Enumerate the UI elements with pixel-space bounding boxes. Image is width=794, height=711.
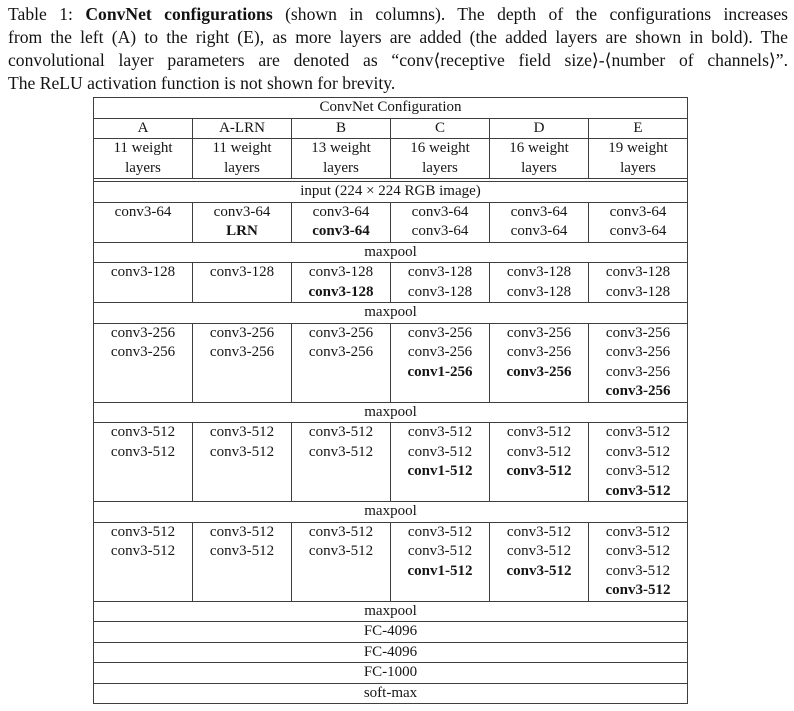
span-cell: ConvNet Configuration <box>94 98 688 119</box>
layer-entry: conv3-512 <box>506 463 572 479</box>
layer-entry: conv3-512 <box>407 424 473 440</box>
block-cell <box>94 423 193 502</box>
layer-entry: conv3-64 <box>510 223 568 239</box>
block-cell <box>193 323 292 402</box>
block-cell <box>589 202 688 242</box>
layer-entry: conv3-64 <box>609 223 667 239</box>
block-cell <box>391 423 490 502</box>
layer-entry: A-LRN <box>219 119 265 136</box>
fc-row <box>94 663 688 684</box>
block-cell <box>490 423 589 502</box>
layer-entry: conv3-512 <box>506 543 572 559</box>
fc-row <box>94 622 688 643</box>
block-cell <box>490 522 589 601</box>
span-cell: maxpool <box>94 601 688 622</box>
header-cell <box>391 139 490 179</box>
conv-block-3-row <box>94 323 688 402</box>
caption-line-4: The ReLU activation function is not shown for brevity. <box>8 73 396 93</box>
caption-line-1 <box>8 3 788 26</box>
layer-entry: conv3-256 <box>605 383 671 399</box>
conv-block-4-row <box>94 423 688 502</box>
span-cell: maxpool <box>94 303 688 324</box>
layer-entry: conv3-512 <box>308 543 374 559</box>
maxpool-row <box>94 303 688 324</box>
conv-block-2-row <box>94 263 688 303</box>
block-cell <box>589 263 688 303</box>
caption-bold-phrase: ConvNet configurations <box>85 4 273 24</box>
header-cell <box>391 118 490 139</box>
layer-entry: A <box>137 119 149 136</box>
layer-entry: E <box>633 119 643 136</box>
layer-entry: conv3-256 <box>605 363 671 380</box>
layer-entry: 11 weight layers <box>212 140 272 176</box>
block-cell <box>292 202 391 242</box>
block-cell <box>391 323 490 402</box>
block-cell <box>193 522 292 601</box>
convnet-table-body <box>94 98 688 704</box>
layer-entry: conv3-64 <box>114 203 172 220</box>
layer-entry: conv3-256 <box>407 344 473 360</box>
layer-entry: conv1-512 <box>407 463 473 479</box>
layer-entry: C <box>434 119 445 136</box>
layer-entry: conv3-256 <box>308 324 374 341</box>
caption-line-3: convolutional layer parameters are denoted as “conv⟨receptive field size⟩-⟨number of channels⟩”. <box>8 50 788 70</box>
span-cell: soft-max <box>94 683 688 704</box>
layer-entry: conv3-256 <box>605 344 671 360</box>
weight-layers-row <box>94 139 688 179</box>
maxpool-row <box>94 242 688 263</box>
block-cell <box>391 263 490 303</box>
layer-entry: conv3-256 <box>506 324 572 341</box>
layer-entry: conv3-128 <box>605 283 671 300</box>
layer-entry: conv3-512 <box>605 443 671 460</box>
layer-entry: conv1-256 <box>407 363 473 380</box>
span-cell: input (224 × 224 RGB image) <box>94 182 688 203</box>
span-cell: maxpool <box>94 402 688 423</box>
layer-entry: conv3-512 <box>605 482 671 499</box>
table-caption <box>8 3 788 95</box>
layer-entry: 19 weight layers <box>608 140 668 176</box>
block-cell <box>589 522 688 601</box>
layer-entry: conv3-512 <box>308 523 374 540</box>
block-cell <box>94 263 193 303</box>
layer-entry: conv3-128 <box>506 264 572 280</box>
layer-entry: conv3-64 <box>312 223 370 239</box>
span-cell: FC-4096 <box>94 622 688 643</box>
layer-entry: conv3-128 <box>506 283 572 300</box>
maxpool-row <box>94 402 688 423</box>
layer-entry: conv3-512 <box>407 543 473 559</box>
layer-entry: conv3-512 <box>209 523 275 540</box>
block-cell <box>589 423 688 502</box>
layer-entry: conv3-128 <box>209 264 275 280</box>
layer-entry: conv3-512 <box>506 424 572 440</box>
layer-entry: conv3-64 <box>510 203 568 220</box>
block-cell <box>292 263 391 303</box>
table-title-row <box>94 98 688 119</box>
header-cell <box>589 139 688 179</box>
layer-entry: conv3-256 <box>110 324 176 341</box>
header-cell <box>490 118 589 139</box>
header-cell <box>193 139 292 179</box>
maxpool-row <box>94 502 688 523</box>
layer-entry: conv3-256 <box>110 344 176 360</box>
layer-entry: conv3-512 <box>110 523 176 540</box>
layer-entry: conv3-512 <box>605 562 671 579</box>
layer-entry: conv3-512 <box>605 523 671 540</box>
layer-entry: conv3-512 <box>605 463 671 479</box>
layer-entry: conv3-64 <box>411 203 469 220</box>
layer-entry: conv3-512 <box>506 562 572 579</box>
block-cell <box>490 263 589 303</box>
block-cell <box>193 263 292 303</box>
span-cell: FC-4096 <box>94 642 688 663</box>
conv-block-5-row <box>94 522 688 601</box>
block-cell <box>391 522 490 601</box>
maxpool-row <box>94 601 688 622</box>
layer-entry: 16 weight layers <box>410 140 470 176</box>
span-cell: maxpool <box>94 242 688 263</box>
input-row <box>94 182 688 203</box>
layer-entry: conv3-512 <box>407 443 473 460</box>
layer-entry: conv1-512 <box>407 562 473 579</box>
layer-entry: conv3-512 <box>506 523 572 540</box>
layer-entry: conv3-64 <box>411 223 469 239</box>
layer-entry: conv3-512 <box>209 424 275 440</box>
caption-line-2: from the left (A) to the right (E), as more layers are added (the added layers are shown in bold). The <box>8 27 788 47</box>
span-cell: FC-1000 <box>94 663 688 684</box>
block-cell <box>292 522 391 601</box>
layer-entry: conv3-64 <box>312 203 370 220</box>
layer-entry: B <box>335 119 346 136</box>
layer-entry: conv3-64 <box>213 203 271 220</box>
fc-row <box>94 642 688 663</box>
layer-entry: conv3-256 <box>407 324 473 341</box>
header-cell <box>490 139 589 179</box>
layer-entry: conv3-512 <box>506 443 572 460</box>
layer-entry: conv3-512 <box>110 543 176 559</box>
layer-entry: conv3-512 <box>605 543 671 559</box>
layer-entry: conv3-64 <box>609 203 667 220</box>
header-cell <box>292 139 391 179</box>
layer-entry: conv3-256 <box>506 363 572 380</box>
layer-entry: conv3-256 <box>506 344 572 360</box>
header-cell <box>94 118 193 139</box>
layer-entry: conv3-128 <box>407 264 473 280</box>
block-cell <box>490 323 589 402</box>
block-cell <box>490 202 589 242</box>
layer-entry: 11 weight layers <box>113 140 173 176</box>
layer-entry: 13 weight layers <box>311 140 371 176</box>
block-cell <box>292 323 391 402</box>
layer-entry: conv3-256 <box>605 324 671 341</box>
layer-entry: conv3-512 <box>308 443 374 460</box>
layer-entry: conv3-512 <box>605 424 671 440</box>
block-cell <box>193 202 292 242</box>
caption-table-label: Table 1: <box>8 4 86 24</box>
layer-entry: conv3-128 <box>605 264 671 280</box>
layer-entry: conv3-256 <box>209 324 275 341</box>
block-cell <box>94 522 193 601</box>
layer-entry: conv3-512 <box>308 424 374 440</box>
block-cell <box>94 202 193 242</box>
config-letters-row <box>94 118 688 139</box>
header-cell <box>292 118 391 139</box>
block-cell <box>292 423 391 502</box>
layer-entry: conv3-512 <box>407 523 473 540</box>
layer-entry: conv3-256 <box>308 344 374 360</box>
layer-entry: conv3-128 <box>110 264 176 280</box>
layer-entry: conv3-512 <box>209 443 275 460</box>
block-cell <box>589 323 688 402</box>
block-cell <box>391 202 490 242</box>
layer-entry: conv3-512 <box>209 543 275 559</box>
layer-entry: D <box>533 119 545 136</box>
layer-entry: conv3-256 <box>209 344 275 360</box>
layer-entry: conv3-512 <box>110 424 176 440</box>
layer-entry: 16 weight layers <box>509 140 569 176</box>
layer-entry: conv3-128 <box>407 283 473 300</box>
span-cell: maxpool <box>94 502 688 523</box>
softmax-row <box>94 683 688 704</box>
layer-entry: LRN <box>226 223 258 239</box>
block-cell <box>193 423 292 502</box>
conv-block-1-row <box>94 202 688 242</box>
layer-entry: conv3-128 <box>308 264 374 280</box>
caption-line1-rest: (shown in columns). The depth of the configurations increases <box>272 4 788 24</box>
layer-entry: conv3-512 <box>605 582 671 598</box>
convnet-table <box>93 97 688 704</box>
header-cell <box>589 118 688 139</box>
layer-entry: conv3-512 <box>110 443 176 460</box>
block-cell <box>94 323 193 402</box>
layer-entry: conv3-128 <box>308 283 374 300</box>
header-cell <box>94 139 193 179</box>
header-cell <box>193 118 292 139</box>
